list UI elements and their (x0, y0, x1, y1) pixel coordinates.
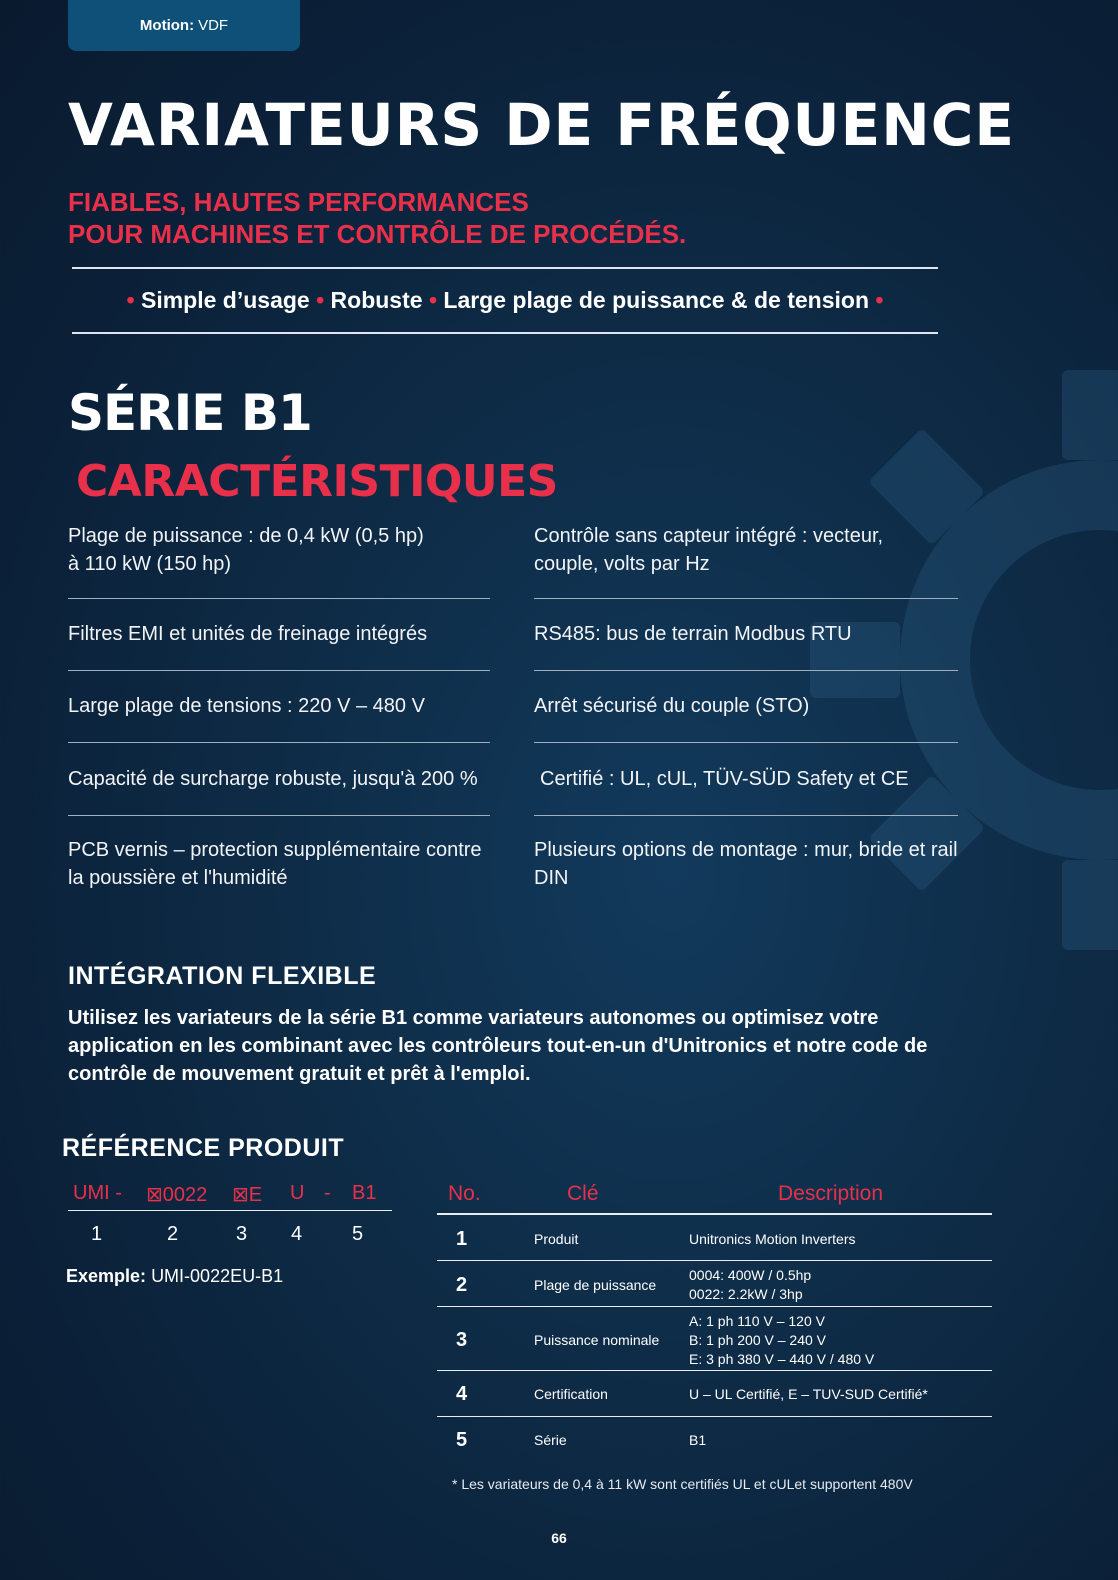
table-row-3-desc: A: 1 ph 110 V – 120 V B: 1 ph 200 V – 240 V E: 3 ph 380 V – 440 V / 480 V (689, 1313, 875, 1367)
table-row-4-desc: U – UL Certifié, E – TUV-SUD Certifié* (689, 1386, 928, 1402)
table-row-1-key: Produit (534, 1231, 579, 1247)
table-row-5-key: Série (534, 1432, 567, 1448)
feature-right-5: Plusieurs options de montage : mur, bride et rail DIN (534, 839, 958, 889)
integration-heading: INTÉGRATION FLEXIBLE (68, 962, 377, 990)
divider (68, 1210, 392, 1211)
code-part-power: ⊠0022 (146, 1184, 208, 1206)
table-row-3-no: 3 (456, 1329, 468, 1351)
example-value: UMI-0022EU-B1 (151, 1266, 284, 1286)
table-row-2-desc: 0004: 400W / 0.5hp 0022: 2.2kW / 3hp (689, 1267, 812, 1302)
code-number-4: 4 (291, 1223, 303, 1245)
table-row-rule (437, 1260, 992, 1261)
feature-left-5: PCB vernis – protection supplémentaire contre la poussière et l'humidité (68, 839, 482, 889)
feature-left-4: Capacité de surcharge robuste, jusqu'à 200 % (68, 768, 478, 790)
features-title: CARACTÉRISTIQUES (76, 456, 558, 507)
divider (534, 598, 958, 599)
page-number: 66 (551, 1530, 567, 1546)
feature-left-3: Large plage de tensions : 220 V – 480 V (68, 695, 425, 717)
table-row-5-no: 5 (456, 1429, 468, 1451)
code-part-cert: U (290, 1182, 305, 1204)
divider (68, 598, 490, 599)
code-part-umi: UMI - (73, 1182, 122, 1204)
code-part-dash: - (324, 1182, 331, 1204)
feature-right-2: RS485: bus de terrain Modbus RTU (534, 623, 852, 645)
category-tab (68, 0, 300, 51)
table-row-rule (437, 1416, 992, 1417)
divider (534, 815, 958, 816)
integration-text: Utilisez les variateurs de la série B1 comme variateurs autonomes ou optimisez votre application en les combinant avec les contrôleurs tout-en-un d'Unitronics et notre code de contrôle de mouvement gratuit et prêt à l'emploi. (68, 1007, 928, 1085)
page-title: VARIATEURS DE FRÉQUENCE (68, 91, 1015, 159)
subtitle-line-2: POUR MACHINES ET CONTRÔLE DE PROCÉDÉS. (68, 219, 687, 249)
table-row-rule (437, 1370, 992, 1371)
code-part-series: B1 (352, 1182, 377, 1204)
divider (72, 332, 938, 334)
table-row-4-key: Certification (534, 1386, 608, 1402)
code-number-5: 5 (352, 1223, 364, 1245)
benefit-1: Simple d’usage (140, 287, 310, 313)
code-number-3: 3 (236, 1223, 248, 1245)
table-header-key: Clé (567, 1182, 599, 1205)
feature-left-1: Plage de puissance : de 0,4 kW (0,5 hp) à 110 kW (150 hp) (68, 525, 424, 575)
table-row-rule (437, 1306, 992, 1307)
tab-prefix: Motion: (139, 17, 195, 34)
code-number-2: 2 (167, 1223, 179, 1245)
table-header-description: Description (778, 1182, 884, 1205)
table-row-1-no: 1 (456, 1228, 468, 1250)
series-title: SÉRIE B1 (68, 384, 312, 442)
table-row-3-key: Puissance nominale (534, 1332, 660, 1348)
divider (534, 670, 958, 671)
table-header-no: No. (448, 1182, 481, 1205)
footnote: * Les variateurs de 0,4 à 11 kW sont certifiés UL et cULet supportent 480V (452, 1476, 913, 1492)
feature-left-2: Filtres EMI et unités de freinage intégrés (68, 623, 428, 645)
divider (534, 742, 958, 743)
table-row-1-desc: Unitronics Motion Inverters (689, 1231, 856, 1247)
feature-right-4: Certifié : UL, cUL, TÜV-SÜD Safety et CE (540, 768, 909, 790)
reference-heading: RÉFÉRENCE PRODUIT (62, 1134, 345, 1162)
feature-right-3: Arrêt sécurisé du couple (STO) (534, 695, 810, 717)
divider (68, 742, 490, 743)
feature-right-1: Contrôle sans capteur intégré : vecteur, couple, volts par Hz (534, 525, 884, 575)
subtitle (68, 186, 686, 250)
table-row-2-no: 2 (456, 1274, 468, 1296)
table-row-5-desc: B1 (689, 1432, 707, 1448)
code-number-1: 1 (91, 1223, 103, 1245)
benefit-3: Large plage de puissance & de tension (443, 287, 870, 313)
code-part-voltage: ⊠E (232, 1184, 263, 1206)
subtitle-line-1: FIABLES, HAUTES PERFORMANCES (68, 187, 529, 217)
divider (68, 670, 490, 671)
benefits-bar: • Simple d’usage • Robuste • Large plage de puissance & de tension • (126, 287, 884, 313)
tab-value: VDF (198, 17, 229, 34)
example (66, 1266, 283, 1287)
table-row-4-no: 4 (456, 1383, 468, 1405)
divider (68, 815, 490, 816)
table-row-2-key: Plage de puissance (534, 1277, 657, 1293)
table-header-rule (437, 1213, 992, 1215)
benefit-2: Robuste (330, 287, 423, 313)
example-label: Exemple: (66, 1266, 147, 1286)
divider (72, 267, 938, 269)
